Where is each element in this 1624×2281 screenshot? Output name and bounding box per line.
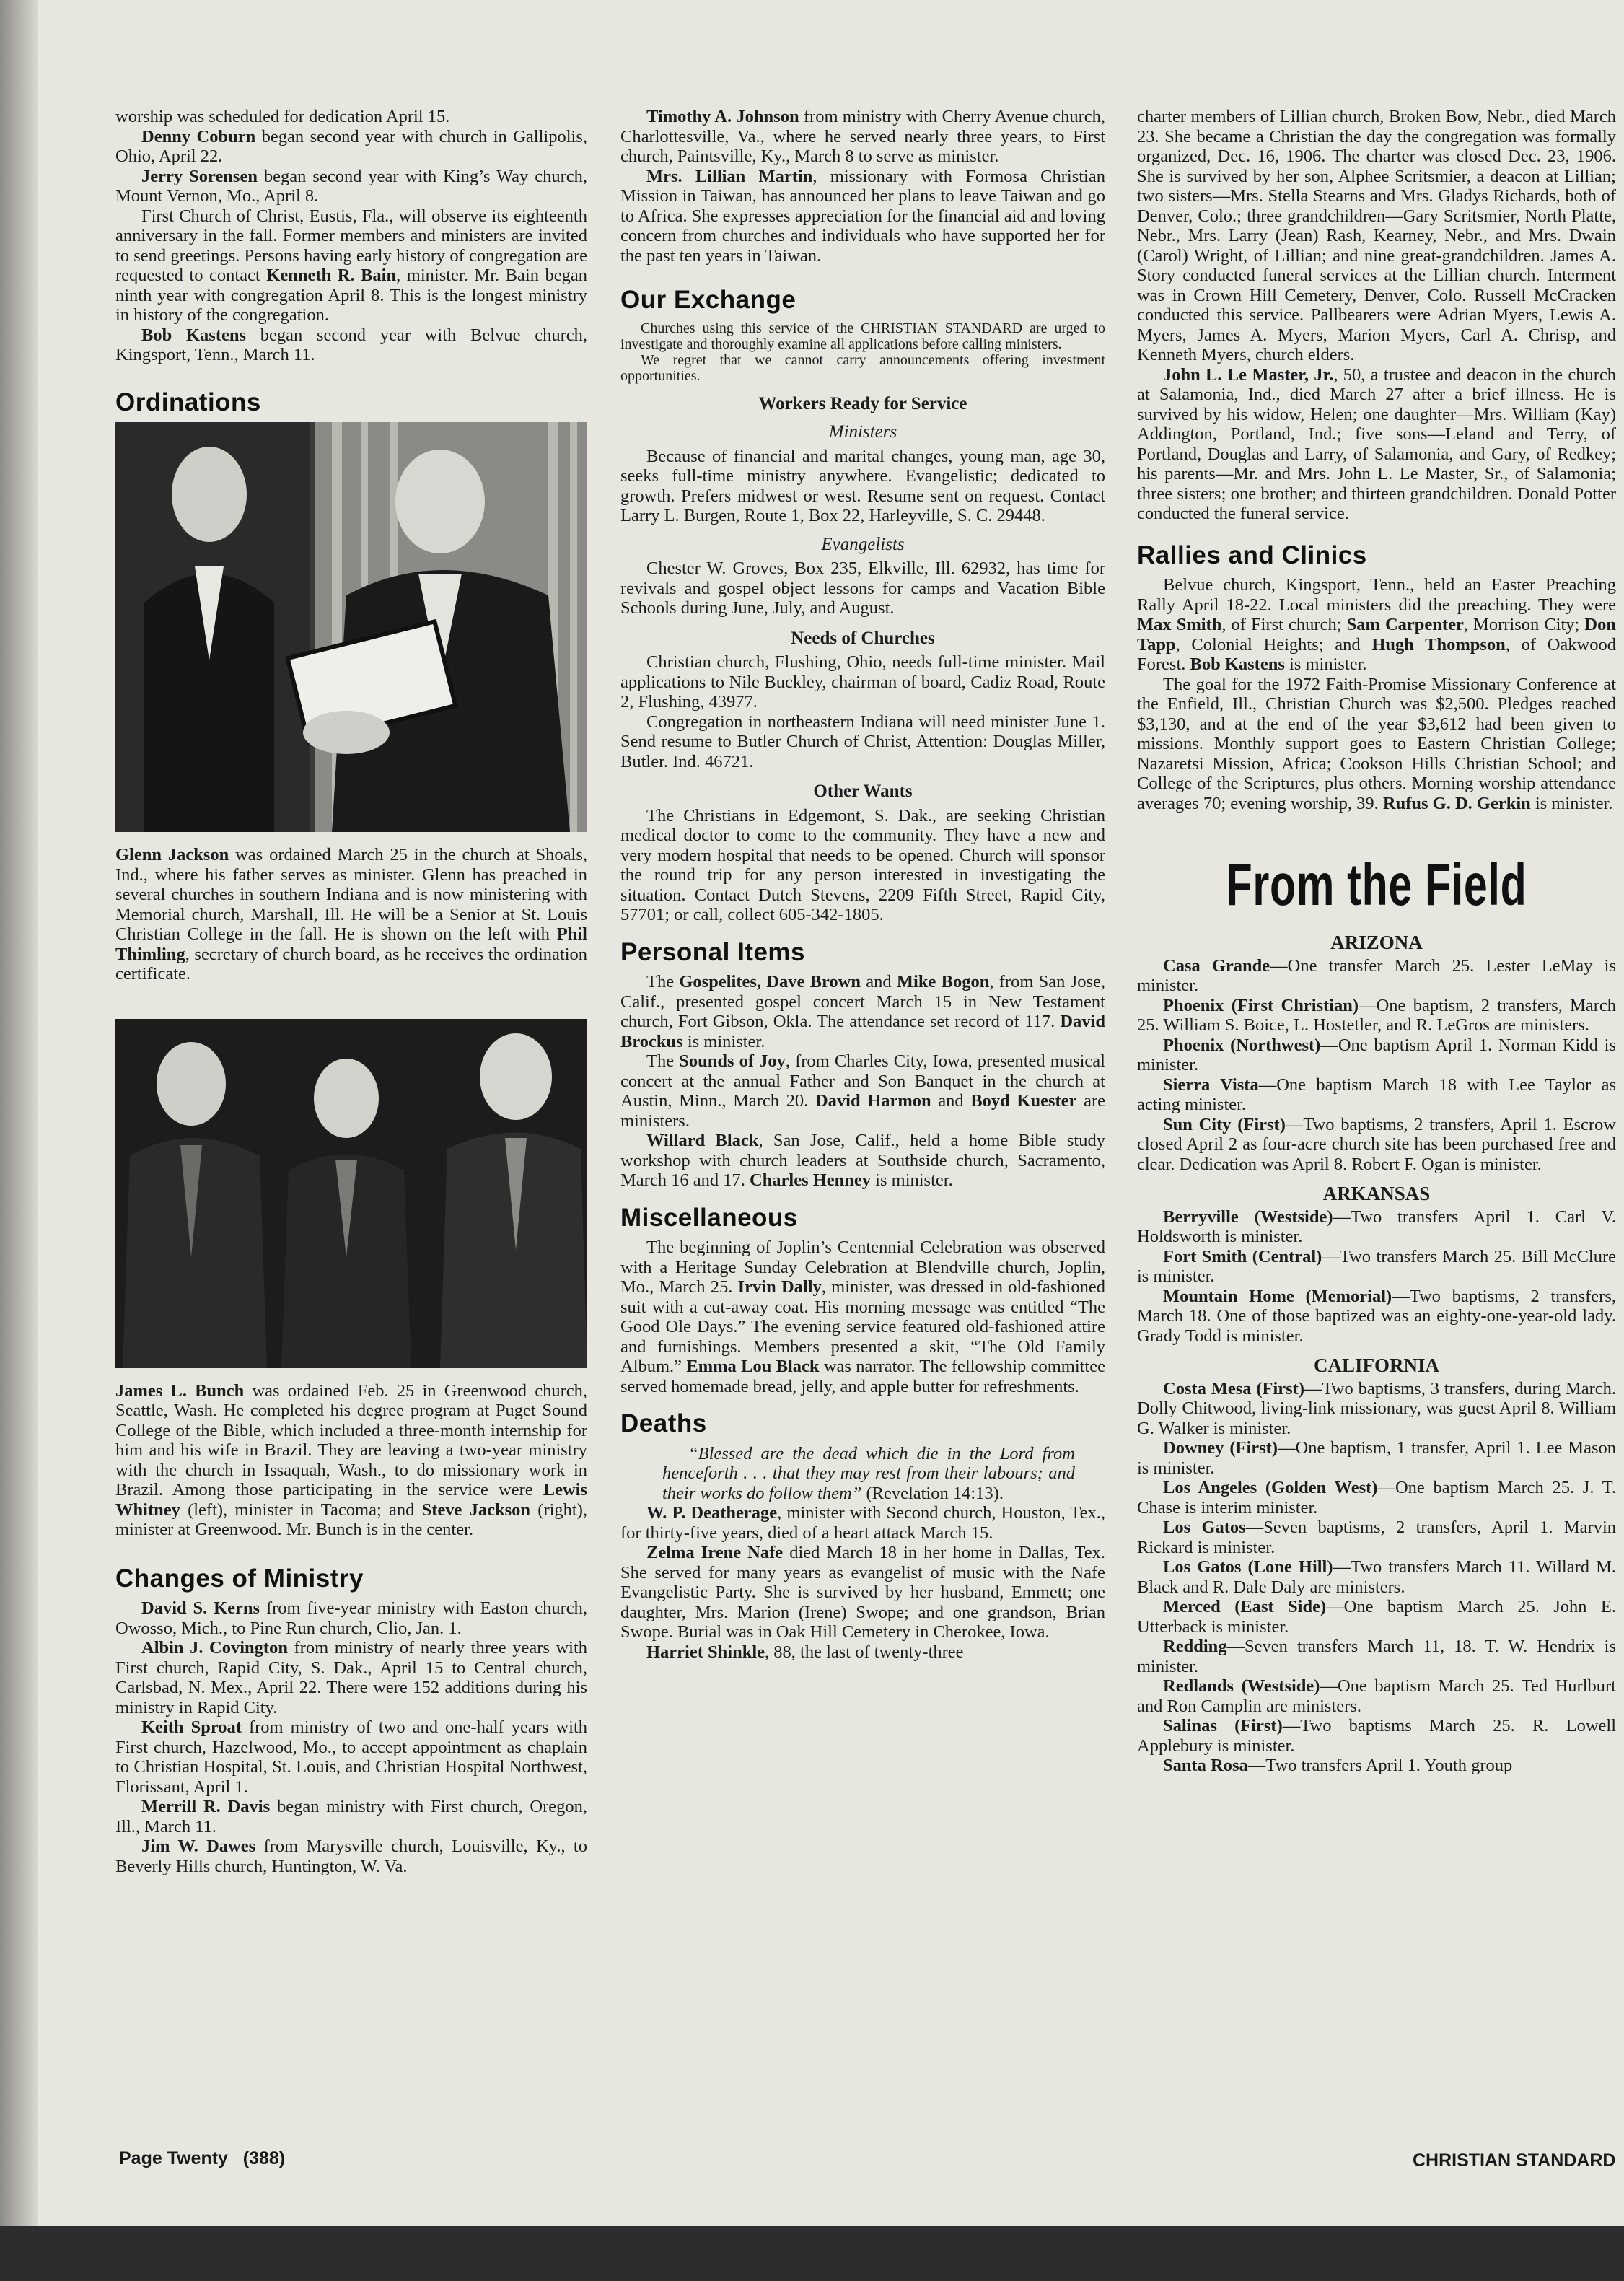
paragraph: The Sounds of Joy, from Charles City, Iowa, presented musical concert at the annual Father and Son Banquet in the church at Austin, Minn., March 20. David Harmon and Boyd Kuester are ministers. [620, 1051, 1105, 1131]
deaths-quote [620, 1444, 1105, 1504]
state-heading: CALIFORNIA [1313, 1354, 1439, 1376]
field-report-item: Sierra Vista—One baptism March 18 with Lee Taylor as acting minister. [1137, 1074, 1616, 1114]
paragraph: Belvue church, Kingsport, Tenn., held an Easter Preaching Rally April 18-22. Local ministers did the preaching. They were Max Smith, of First church; Sam Carpenter, Morrison City; Don Tapp, Colonial Heights; and Hugh Thompson, of Oakwood Forest. Bob Kastens is minister. [1137, 575, 1616, 674]
field-report-item: Phoenix (Northwest)—One baptism April 1. Norman Kidd is minister. [1137, 1035, 1617, 1074]
photo-glenn-jackson-image [115, 422, 587, 832]
other-wants-text: The Christians in Edgemont, S. Dak., are seeking Christian medical doctor to come to the community. They have a new and very modern hospital that needs to be opened. Church will sponsor the round trip for any person interested in investigating the situation. Contact Dutch Stevens, 2209 Fifth Street, Rapid City, 57701; or call, collect 605-342-1805. [620, 805, 1105, 924]
paragraph: Jim W. Dawes from Marysville church, Louisville, Ky., to Beverly Hills church, Huntington, W. Va. [115, 1836, 587, 1876]
binding-shadow [0, 0, 38, 2281]
photo-glenn-jackson [115, 422, 587, 832]
ministers-heading: Ministers [828, 422, 897, 442]
publication-name: CHRISTIAN STANDARD [1413, 2150, 1616, 2171]
field-report-item: Downey (First)—One baptism, 1 transfer, April 1. Lee Mason is minister. [1137, 1438, 1616, 1478]
paragraph: Timothy A. Johnson from ministry with Cherry Avenue church, Charlottesville, Va., where he served nearly three years, to First church, Paintsville, Ky., March 8 to serve as minister. [620, 107, 1105, 166]
paragraph: We regret that we cannot carry announcements offering investment opportunities. [620, 351, 1105, 384]
personal-list [620, 972, 1105, 1191]
field-report-item: Merced (East Side)—One baptism March 25. John E. Utterback is minister. [1137, 1597, 1617, 1637]
paragraph: Churches using this service of the CHRISTIAN STANDARD are urged to investigate and thoroughly examine all applications before calling ministers. [620, 320, 1105, 352]
field-reports [1137, 933, 1616, 1776]
state-heading: ARIZONA [1330, 932, 1423, 953]
paragraph: Zelma Irene Nafe died March 18 in her home in Dallas, Tex. She served for many years as evangelist of music with the Nafe Evangelistic Party. She is survived by her husband, Emmett; one daughter, Mrs. Marion (Irene) Swope; and one grandson, Brian Swope. Burial was in Oak Hill Cemetery in Cherokee, Iowa. [620, 1543, 1105, 1642]
misc-text: The beginning of Joplin’s Centennial Celebration was observed with a Heritage Sunday Celebration at Blendville church, Joplin, Mo., March 25. Irvin Dally, minister, was dressed in old-fashioned suit with a cut-away coat. His morning message was entitled “The Good Ole Days.” The evening service featured old-fashioned attire and furnishings. Members presented a skit, “The Old Family Album.” Emma Lou Black was narrator. The fellowship committee served homemade bread, jelly, and apple butter for refreshments. [620, 1238, 1105, 1396]
paragraph: First Church of Christ, Eustis, Fla., will observe its eighteenth anniversary in the fall. Former members and ministers are invited to send greetings. Persons having early history of congregation are requested to contact Kenneth R. Bain, minister. Mr. Bain began ninth year with congregation April 8. This is the longest ministry in history of the congregation. [115, 206, 588, 325]
paragraph: Jerry Sorensen began second year with King’s Way church, Mount Vernon, Mo., April 8. [115, 166, 588, 206]
changes-list [115, 1598, 587, 1876]
rallies-heading: Rallies and Clinics [1137, 540, 1367, 569]
column-3 [1137, 107, 1616, 1776]
paragraph: David S. Kerns from five-year ministry with Easton church, Owosso, Mich., to Pine Run church, Clio, Jan. 1. [115, 1598, 587, 1638]
field-report-item: Berryville (Westside)—Two transfers April 1. Carl V. Holdsworth is minister. [1137, 1207, 1616, 1246]
paragraph: Christian church, Flushing, Ohio, needs full-time minister. Mail applications to Nile Buckley, chairman of board, Cadiz Road, Route 2, Flushing, 43977. [620, 652, 1105, 712]
paragraph: The Gospelites, Dave Brown and Mike Bogon, from San Jose, Calif., presented gospel concert March 15 in New Testament church, Fort Gibson, Okla. The attendance set record of 117. David Brockus is minister. [620, 972, 1106, 1051]
other-wants-heading: Other Wants [813, 782, 913, 801]
field-report-item: Los Angeles (Golden West)—One baptism March 25. J. T. Chase is interim minister. [1137, 1478, 1617, 1518]
col1-intro [115, 107, 587, 365]
paragraph: Willard Black, San Jose, Calif., held a home Bible study workshop with church leaders at Southside church, Sacramento, March 16 and 17. Charles Henney is minister. [620, 1131, 1105, 1190]
field-report-item: Redding—Seven transfers March 11, 18. T. W. Hendrix is minister. [1137, 1637, 1616, 1676]
field-report-item: Fort Smith (Central)—Two transfers March 25. Bill McClure is minister. [1137, 1246, 1617, 1286]
paragraph: W. P. Deatherage, minister with Second church, Houston, Tex., for thirty-five years, died of a heart attack March 15. [620, 1503, 1105, 1543]
col2-intro [620, 107, 1105, 266]
page-number: Page Twenty (388) [119, 2148, 286, 2168]
paragraph: Denny Coburn began second year with church in Gallipolis, Ohio, April 22. [115, 126, 587, 166]
field-report-item: Los Gatos (Lone Hill)—Two transfers March 11. Willard M. Black and R. Dale Daly are ministers. [1137, 1557, 1616, 1597]
evangelists-text: Chester W. Groves, Box 235, Elkville, Ill. 62932, has time for revivals and gospel object lessons for camps and Vacation Bible Schools during June, July, and August. [620, 559, 1105, 618]
state-heading: ARKANSAS [1322, 1183, 1431, 1204]
deaths-list [620, 1503, 1105, 1662]
exchange-heading: Our Exchange [620, 286, 796, 314]
needs-list [620, 652, 1105, 771]
deaths-quote-text: “Blessed are the dead which die in the Lord from henceforth . . . that they may rest from their labours; and their works do follow them” [662, 1443, 1075, 1503]
changes-heading: Changes of Ministry [115, 1564, 364, 1593]
scan-bottom-edge [0, 2226, 1624, 2281]
field-report-item: Redlands (Westside)—One baptism March 25. Ted Hurlburt and Ron Camplin are ministers. [1137, 1676, 1616, 1716]
paragraph: John L. Le Master, Jr., 50, a trustee and deacon in the church at Salamonia, Ind., died March 27 after a brief illness. He is survived by his widow, Helen; one daughter—Mrs. William (Kay) Addington, Portland, Ind.; five sons—Leland and Terry, of Portland, Douglas and Larry, of Salamonia, and Gary, of Redkey; his parents—Mr. and Mrs. John L. Le Master, Sr., of Salamonia; three sisters; one brother; and thirteen grandchildren. Donald Potter conducted the funeral service. [1137, 364, 1616, 523]
column-1 [115, 107, 587, 1876]
personal-heading: Personal Items [620, 937, 805, 966]
paragraph: Congregation in northeastern Indiana will need minister June 1. Send resume to Butler Church of Christ, Attention: Douglas Miller, Butler. Ind. 46721. [620, 712, 1105, 771]
ordinations-heading: Ordinations [115, 388, 261, 416]
field-report-item: Mountain Home (Memorial)—Two baptisms, 2 transfers, March 18. One of those baptized was an eighty-one-year-old lady. Grady Todd is minister. [1137, 1286, 1616, 1346]
paragraph: Keith Sproat from ministry of two and one-half years with First church, Hazelwood, Mo., to accept appointment as chaplain to Christian Hospital, St. Louis, and Christian Hospital Northwest, Florissant, April 1. [115, 1717, 587, 1797]
paragraph: charter members of Lillian church, Broken Bow, Nebr., died March 23. She became a Christian the day the congregation was formally organized, Dec. 16, 1906. The charter was closed Dec. 23, 1906. She is survived by her son, Alphee Scritsmier, a deacon at Lillian; two sisters—Mrs. Stella Stearns and Mrs. Gladys Richards, both of Denver, Colo.; three grandchildren—Gary Scritsmier, North Platte, Nebr., Mrs. Larry (Jean) Rash, Kearney, Nebr., and Mrs. Dwain (Carol) Wright, of Lillian; and nine great-grandchildren. James A. Story conducted funeral services at the Lillian church. Interment was in Crown Hill Cemetery, Denver, Colo. Russell McCracken conducted this service. Pallbearers were Adrian Myers, Lewis A. Myers, James A. Myers, Marion Myers, Carl A. Chrisp, and Kenneth Myers, church elders. [1137, 107, 1616, 364]
evangelists-heading: Evangelists [821, 534, 905, 554]
deaths-continued [1137, 107, 1616, 524]
field-report-item: Phoenix (First Christian)—One baptism, 2 transfers, March 25. William S. Boice, L. Hostetler, and R. LeGros are ministers. [1137, 995, 1616, 1035]
workers-heading: Workers Ready for Service [758, 393, 967, 413]
ministers-text: Because of financial and marital changes, young man, age 30, seeks full-time ministry anywhere. Evangelistic; dedicated to growth. Prefers midwest or west. Resume sent on request. Contact Larry L. Burgen, Route 1, Box 22, Harleyville, S. C. 29448. [620, 446, 1105, 525]
rallies-list [1137, 575, 1616, 813]
paragraph: Mrs. Lillian Martin, missionary with Formosa Christian Mission in Taiwan, has announced her plans to leave Taiwan and go to Africa. She expresses appreciation for the financial aid and loving concern from churches and individuals who have supported her for the past ten years in Taiwan. [620, 166, 1105, 266]
from-the-field-title: From the Field [1226, 852, 1527, 918]
paragraph: Bob Kastens began second year with Belvue church, Kingsport, Tenn., March 11. [115, 325, 587, 364]
field-report-item: Costa Mesa (First)—Two baptisms, 3 transfers, during March. Dolly Chitwood, living-link missionary, was guest April 8. William G. Walker is minister. [1137, 1378, 1617, 1438]
field-report-item: Santa Rosa—Two transfers April 1. Youth group [1163, 1756, 1513, 1775]
deaths-quote-ref: (Revelation 14:13). [866, 1483, 1004, 1503]
exchange-notice [620, 320, 1105, 384]
paragraph: Harriet Shinkle, 88, the last of twenty-three [646, 1642, 964, 1662]
field-report-item: Los Gatos—Seven baptisms, 2 transfers, April 1. Marvin Rickard is minister. [1137, 1518, 1616, 1557]
field-report-item: Salinas (First)—Two baptisms March 25. R. Lowell Applebury is minister. [1137, 1716, 1616, 1756]
paragraph: Albin J. Covington from ministry of nearly three years with First church, Rapid City, S. Dak., April 15 to Central church, Carlsbad, N. Mex., April 22. There were 152 additions during his ministry in Rapid City. [115, 1638, 588, 1717]
paragraph: Merrill R. Davis began ministry with First church, Oregon, Ill., March 11. [115, 1797, 587, 1836]
ordination-glenn-jackson: Glenn Jackson was ordained March 25 in the church at Shoals, Ind., where his father serves as minister. Glenn has preached in several churches in southern Indiana and is now ministering with Memorial church, Marshall, Ill. He will be a Senior at St. Louis Christian College in the fall. He is shown on the left with Phil Thimling, secretary of church board, as he receives the ordination certificate. [115, 845, 587, 984]
paragraph: worship was scheduled for dedication April 15. [115, 107, 450, 126]
ordination-james-bunch: James L. Bunch was ordained Feb. 25 in Greenwood church, Seattle, Wash. He completed his degree program at Puget Sound College of the Bible, which included a three-month internship for him and his wife in Brazil. They are leaving a two-year ministry with the church in Issaquah, Wash., to do missionary work in Brazil. Among those participating in the service were Lewis Whitney (left), minister in Tacoma; and Steve Jackson (right), minister at Greenwood. Mr. Bunch is in the center. [115, 1380, 587, 1539]
misc-heading: Miscellaneous [620, 1203, 798, 1232]
needs-heading: Needs of Churches [791, 628, 935, 648]
photo-james-bunch [115, 1019, 587, 1368]
field-report-item: Sun City (First)—Two baptisms, 2 transfers, April 1. Escrow closed April 2 as four-acre church site has been purchased free and clear. Dedication was April 8. Robert F. Ogan is minister. [1137, 1114, 1616, 1174]
photo-james-bunch-image [115, 1019, 587, 1368]
paragraph: The goal for the 1972 Faith-Promise Missionary Conference at the Enfield, Ill., Christian Church was $2,500. Pledges reached $3,130, and at the end of the year $3,612 had been given to missions. Monthly support goes to Eastern Christian College; Nazaretsi Mission, Africa; Cookson Hills Christian School; and College of the Scriptures, plus others. Morning worship attendance averages 70; evening worship, 39. Rufus G. D. Gerkin is minister. [1137, 674, 1616, 813]
field-report-item: Casa Grande—One transfer March 25. Lester LeMay is minister. [1137, 955, 1616, 995]
deaths-heading: Deaths [620, 1409, 707, 1437]
column-2 [620, 107, 1105, 1662]
